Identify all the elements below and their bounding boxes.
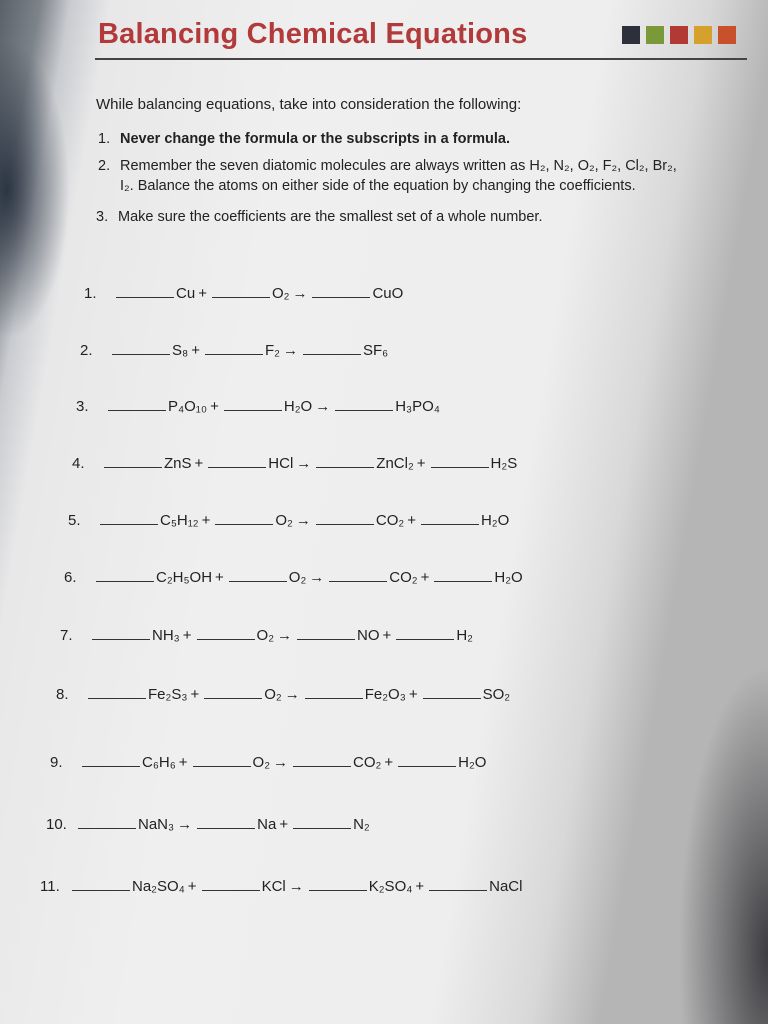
equation-number: 1. [84, 285, 97, 302]
plus-sign: + [420, 569, 430, 586]
chemical-formula: O₂ [252, 754, 271, 771]
equation-row [80, 342, 388, 359]
equation-row [46, 816, 370, 833]
chemical-formula: CO₂ [353, 754, 382, 771]
color-squares [622, 26, 736, 44]
chemical-formula: H₃PO₄ [395, 398, 440, 415]
coefficient-blank[interactable] [398, 764, 456, 767]
coefficient-blank[interactable] [197, 826, 255, 829]
chemical-formula: O₂ [275, 512, 293, 529]
coefficient-blank[interactable] [96, 579, 154, 582]
coefficient-blank[interactable] [229, 579, 287, 582]
coefficient-blank[interactable] [78, 826, 136, 829]
equation-number: 6. [64, 569, 77, 586]
coefficient-blank[interactable] [204, 696, 262, 699]
coefficient-blank[interactable] [297, 637, 355, 640]
coefficient-blank[interactable] [434, 579, 492, 582]
equation-row [76, 398, 440, 415]
chemical-formula: K₂SO₄ [368, 878, 413, 895]
coefficient-blank[interactable] [431, 465, 489, 468]
coefficient-blank[interactable] [316, 465, 374, 468]
chemical-formula: O₂ [256, 627, 275, 644]
equation-row [50, 754, 486, 771]
coefficient-blank[interactable] [72, 888, 130, 891]
chemical-formula: C₂H₅OH [156, 569, 213, 586]
chemical-formula: F₂ [265, 342, 280, 359]
chemical-formula: P₄O₁₀ [168, 398, 208, 415]
coefficient-blank[interactable] [215, 522, 273, 525]
plus-sign: + [416, 455, 426, 472]
reaction-arrow-icon: → [288, 878, 304, 895]
coefficient-blank[interactable] [293, 764, 351, 767]
rule-number: 3. [96, 209, 109, 225]
equation-number: 4. [72, 455, 85, 472]
plus-sign: + [201, 512, 211, 529]
chemical-formula: H₂O [458, 754, 487, 771]
reaction-arrow-icon: → [295, 512, 311, 529]
reaction-arrow-icon: → [277, 627, 293, 644]
chemical-formula: Cu [176, 285, 196, 302]
chemical-formula: NO [357, 627, 380, 644]
chemical-formula: CO₂ [389, 569, 418, 586]
chemical-formula: NH₃ [152, 627, 180, 644]
coefficient-blank[interactable] [208, 465, 266, 468]
rule-number: 2. [98, 158, 111, 174]
chemical-formula: H₂S [490, 455, 518, 472]
plus-sign: + [182, 627, 192, 644]
plus-sign: + [279, 816, 289, 833]
equation-number: 7. [60, 627, 73, 644]
coefficient-blank[interactable] [104, 465, 162, 468]
color-square-1 [622, 26, 640, 44]
chemical-formula: Fe₂S₃ [148, 686, 188, 703]
coefficient-blank[interactable] [100, 522, 158, 525]
coefficient-blank[interactable] [82, 764, 140, 767]
chemical-formula: C₅H₁₂ [160, 512, 199, 529]
chemical-formula: ZnS [164, 455, 192, 472]
chemical-formula: NaCl [489, 878, 523, 895]
intro-text: While balancing equations, take into consideration the following: [96, 96, 522, 113]
plus-sign: + [190, 686, 200, 703]
chemical-formula: KCl [261, 878, 286, 895]
plus-sign: + [384, 754, 394, 771]
rule-text: Never change the formula or the subscripts in a formula. [120, 131, 510, 147]
plus-sign: + [194, 455, 204, 472]
equation-number: 2. [80, 342, 93, 359]
coefficient-blank[interactable] [193, 764, 251, 767]
coefficient-blank[interactable] [205, 352, 263, 355]
reaction-arrow-icon: → [177, 816, 193, 833]
reaction-arrow-icon: → [283, 342, 298, 359]
plus-sign: + [407, 512, 416, 529]
equation-row [64, 569, 523, 586]
coefficient-blank[interactable] [423, 696, 481, 699]
reaction-arrow-icon: → [284, 686, 300, 703]
equation-number: 9. [50, 754, 63, 771]
coefficient-blank[interactable] [316, 522, 374, 525]
color-square-3 [670, 26, 688, 44]
plus-sign: + [382, 627, 392, 644]
chemical-formula: CO₂ [375, 512, 405, 529]
coefficient-blank[interactable] [112, 352, 170, 355]
reaction-arrow-icon: → [296, 455, 312, 472]
coefficient-blank[interactable] [116, 295, 174, 298]
chemical-formula: CuO [372, 285, 404, 302]
plus-sign: + [415, 878, 425, 895]
color-square-2 [646, 26, 664, 44]
coefficient-blank[interactable] [212, 295, 270, 298]
chemical-formula: Na₂SO₄ [132, 878, 185, 895]
page-shadow-left [0, 40, 70, 340]
equation-row [84, 285, 403, 302]
chemical-formula: ZnCl₂ [376, 455, 414, 472]
coefficient-blank[interactable] [92, 637, 150, 640]
plus-sign: + [198, 285, 207, 302]
rule-2 [98, 156, 677, 196]
coefficient-blank[interactable] [88, 696, 146, 699]
coefficient-blank[interactable] [329, 579, 387, 582]
plus-sign: + [191, 342, 200, 359]
chemical-formula: H₂O [283, 398, 313, 415]
page-shadow-right [678, 664, 768, 1024]
reaction-arrow-icon: → [273, 754, 289, 771]
coefficient-blank[interactable] [305, 696, 363, 699]
page-title: Balancing Chemical Equations [98, 18, 528, 50]
equation-number: 11. [40, 878, 60, 895]
rule-1 [98, 129, 510, 149]
equation-number: 5. [68, 512, 81, 529]
chemical-formula: SF₆ [363, 342, 389, 359]
chemical-formula: S₈ [172, 342, 189, 359]
coefficient-blank[interactable] [202, 888, 260, 891]
chemical-formula: O₂ [264, 686, 282, 703]
coefficient-blank[interactable] [312, 295, 370, 298]
rule-number: 1. [98, 131, 111, 147]
chemical-formula: H₂O [494, 569, 523, 586]
coefficient-blank[interactable] [197, 637, 255, 640]
title-rule [95, 58, 747, 60]
reaction-arrow-icon: → [315, 398, 331, 415]
chemical-formula: Fe₂O₃ [364, 686, 406, 703]
rule-text-cont: I₂. Balance the atoms on either side of the equation by changing the coefficients. [120, 178, 636, 194]
plus-sign: + [187, 878, 197, 895]
chemical-formula: H₂O [480, 512, 510, 529]
equation-row [60, 627, 473, 644]
equation-row [68, 512, 509, 529]
coefficient-blank[interactable] [396, 637, 454, 640]
rule-text: Remember the seven diatomic molecules are always written as H₂, N₂, O₂, F₂, Cl₂, Br₂, [120, 158, 677, 174]
plus-sign: + [178, 754, 188, 771]
coefficient-blank[interactable] [421, 522, 479, 525]
coefficient-blank[interactable] [309, 888, 367, 891]
equation-number: 8. [56, 686, 69, 703]
plus-sign: + [408, 686, 418, 703]
plus-sign: + [210, 398, 219, 415]
equation-number: 10. [46, 816, 67, 833]
coefficient-blank[interactable] [293, 826, 351, 829]
coefficient-blank[interactable] [108, 408, 166, 411]
coefficient-blank[interactable] [335, 408, 393, 411]
chemical-formula: HCl [268, 455, 294, 472]
reaction-arrow-icon: → [292, 285, 308, 302]
chemical-formula: N₂ [353, 816, 370, 833]
rule-3 [96, 207, 543, 227]
color-square-4 [694, 26, 712, 44]
reaction-arrow-icon: → [309, 569, 325, 586]
chemical-formula: SO₂ [482, 686, 511, 703]
chemical-formula: Na [257, 816, 277, 833]
chemical-formula: NaN₃ [138, 816, 175, 833]
coefficient-blank[interactable] [429, 888, 487, 891]
equation-row [40, 878, 522, 895]
chemical-formula: H₂ [456, 627, 473, 644]
coefficient-blank[interactable] [303, 352, 361, 355]
chemical-formula: C₆H₆ [142, 754, 176, 771]
equation-number: 3. [76, 398, 89, 415]
chemical-formula: O₂ [271, 285, 290, 302]
color-square-5 [718, 26, 736, 44]
chemical-formula: O₂ [288, 569, 307, 586]
plus-sign: + [215, 569, 224, 586]
coefficient-blank[interactable] [224, 408, 282, 411]
equation-row [56, 686, 510, 703]
rule-text: Make sure the coefficients are the smallest set of a whole number. [118, 209, 543, 225]
equation-row [72, 455, 517, 472]
